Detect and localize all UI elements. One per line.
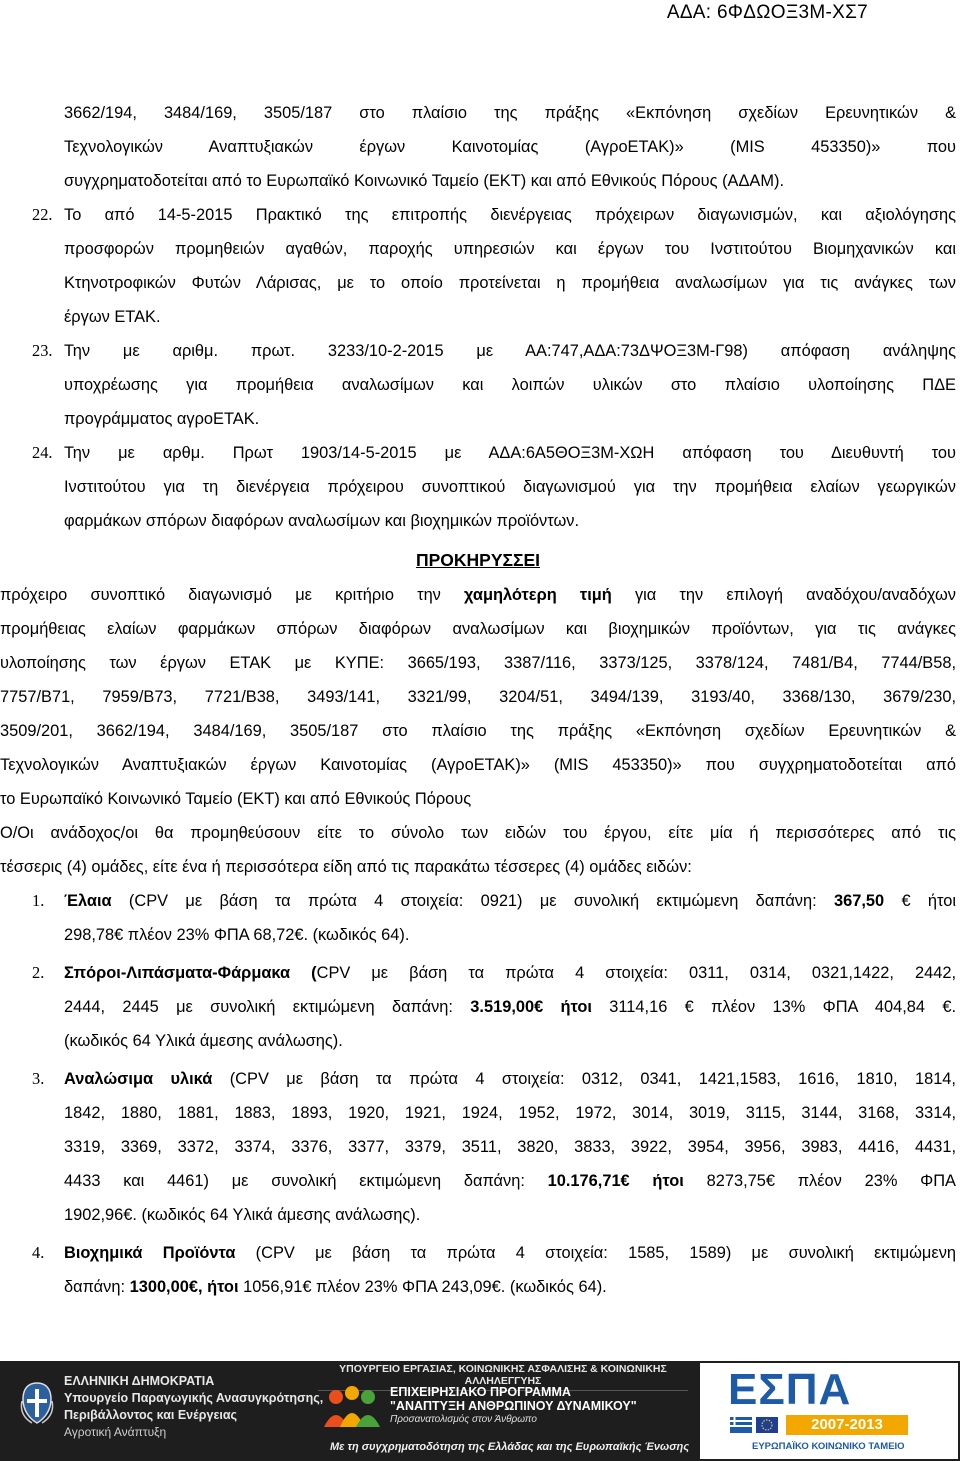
program-line: ΕΠΙΧΕΙΡΗΣΙΑΚΟ ΠΡΟΓΡΑΜΜΑ	[390, 1385, 571, 1399]
group-text: 2444, 2445 με συνολική εκτιμώμενη δαπάνη:	[64, 998, 453, 1016]
program-line: "ΑΝΑΠΤΥΞΗ ΑΝΘΡΩΠΙΝΟΥ ΔΥΝΑΜΙΚΟΥ"	[390, 1399, 637, 1413]
main-line: 7757/Β71, 7959/Β73, 7721/Β38, 3493/141, 3321/99, 3204/51, 3494/139, 3193/40, 3368/130, 3679/230,	[0, 688, 956, 706]
main-bold: χαμηλότερη τιμή	[464, 586, 612, 604]
group-1	[0, 884, 956, 918]
list-item-22	[0, 198, 956, 232]
ada-code: ΑΔΑ: 6ΦΔΩΟΞ3Μ-ΧΣ7	[666, 2, 868, 23]
item-line: προσφορών προμηθειών αγαθών, παροχής υπηρεσιών και έργων του Ινστιτούτου Βιομηχανικών και	[64, 240, 956, 258]
group-name: Σπόροι-Λιπάσματα-Φάρμακα (	[64, 964, 317, 982]
espa-wordmark: ΕΣΠΑ	[728, 1365, 852, 1414]
group-amount: 10.176,71€ ήτοι	[547, 1172, 684, 1190]
bidder-line: Ο/Οι ανάδοχος/οι θα προμηθεύσουν είτε το σύνολο των ειδών του έργου, είτε μία ή περισσότερες από τις	[0, 824, 956, 842]
item-line: Την με αριθμ. πρωτ. 3233/10-2-2015 με ΑΑ:747,ΑΔΑ:73ΔΨΟΞ3Μ-Γ98) απόφαση ανάληψης	[64, 342, 956, 360]
group-text: 3114,16 € πλέον 13% ΦΠΑ 404,84 €.	[609, 998, 956, 1016]
main-line: το Ευρωπαϊκό Κοινωνικό Ταμείο (ΕΚΤ) και από Εθνικούς Πόρους	[0, 790, 472, 808]
epanad-logo-icon	[318, 1383, 386, 1431]
group-line	[0, 1236, 956, 1270]
intro-line: Τεχνολογικών Αναπτυξιακών έργων Καινοτομίας (ΑγροΕΤΑΚ)» (MIS 453350)» που	[64, 138, 956, 156]
item-line: Την με αρθμ. Πρωτ 1903/14-5-2015 με ΑΔΑ:6Α5ΘΟΞ3Μ-ΧΩΗ απόφαση του Διευθυντή του	[64, 444, 956, 462]
group-3	[0, 1062, 956, 1096]
intro-line: 3662/194, 3484/169, 3505/187 στο πλαίσιο της πράξης «Εκπόνηση σχεδίων Ερευνητικών &	[64, 104, 956, 122]
item-line: έργων ΕΤΑΚ.	[64, 308, 161, 326]
group-line	[0, 956, 956, 990]
labour-ministry: ΥΠΟΥΡΓΕΙΟ ΕΡΓΑΣΙΑΣ, ΚΟΙΝΩΝΙΚΗΣ ΑΣΦΑΛΙΣΗΣ & ΚΟΙΝΩΝΙΚΗΣ ΑΛΛΗΛΕΓΓΥΗΣ	[318, 1363, 688, 1391]
group-line: 1842, 1880, 1881, 1883, 1893, 1920, 1921, 1924, 1952, 1972, 3014, 3019, 3115, 3144, 3168, 3314,	[64, 1104, 956, 1122]
item-number: 23.	[32, 341, 53, 360]
program-block	[390, 1385, 637, 1427]
group-text: € ήτοι	[901, 892, 956, 910]
org-line: ΕΛΛΗΝΙΚΗ ΔΗΜΟΚΡΑΤΙΑ	[64, 1374, 215, 1388]
group-amount: 3.519,00€ ήτοι	[470, 998, 592, 1016]
group-number: 4.	[32, 1243, 45, 1262]
main-text: πρόχειρο συνοπτικό διαγωνισμό με κριτήριο την	[0, 586, 441, 604]
group-text: CPV με βάση τα πρώτα 4 στοιχεία: 0311, 0314, 0321,1422, 2442,	[316, 964, 956, 982]
main-line	[0, 578, 956, 612]
main-line: Τεχνολογικών Αναπτυξιακών έργων Καινοτομίας (ΑγροΕΤΑΚ)» (MIS 453350)» που συγχρηματοδοτείται από	[0, 756, 956, 774]
item-number: 22.	[32, 205, 53, 224]
group-amount: 1300,00€, ήτοι	[129, 1278, 239, 1296]
group-line: 1902,96€. (κωδικός 64 Υλικά άμεσης ανάλωσης).	[64, 1206, 421, 1224]
espa-fund-label: ΕΥΡΩΠΑΪΚΟ ΚΟΙΝΩΝΙΚΟ ΤΑΜΕΙΟ	[752, 1441, 905, 1452]
group-text: δαπάνη:	[64, 1278, 126, 1296]
espa-years: 2007-2013	[786, 1415, 908, 1435]
group-line	[0, 1164, 956, 1198]
group-text: 8273,75€ πλέον 23% ΦΠΑ	[706, 1172, 956, 1190]
item-line: Κτηνοτροφικών Φυτών Λάρισας, με το οποίο προτείνεται η προμήθεια αναλωσίμων για τις ανάγκες των	[64, 274, 956, 292]
group-line: (κωδικός 64 Υλικά άμεσης ανάλωσης).	[64, 1032, 343, 1050]
ministry-block	[64, 1373, 323, 1441]
item-line: Το από 14-5-2015 Πρακτικό της επιτροπής διενέργειας πρόχειρων διαγωνισμών, και αξιολόγησης	[64, 206, 956, 224]
org-line: Υπουργείο Παραγωγικής Ανασυγκρότησης,	[64, 1391, 324, 1405]
document-body	[0, 96, 956, 1304]
group-number: 3.	[32, 1069, 45, 1088]
group-4	[0, 1236, 956, 1270]
group-line	[0, 1270, 956, 1304]
cofunding-note: Με τη συγχρηματοδότηση της Ελλάδας και της Ευρωπαϊκής Ένωσης	[330, 1441, 690, 1453]
greek-emblem-icon	[20, 1381, 54, 1425]
group-text: (CPV με βάση τα πρώτα 4 στοιχεία: 1585, 1589) με συνολική εκτιμώμενη	[255, 1244, 956, 1262]
list-item-24	[0, 436, 956, 470]
list-item-23	[0, 334, 956, 368]
item-number: 24.	[32, 443, 53, 462]
org-line: Αγροτική Ανάπτυξη	[64, 1425, 167, 1439]
intro-line: συγχρηματοδοτείται από το Ευρωπαϊκό Κοινωνικό Ταμείο (ΕΚΤ) και από Εθνικούς Πόρους (ΑΔΑΜ).	[64, 172, 785, 190]
group-line: 3319, 3369, 3372, 3374, 3376, 3377, 3379, 3511, 3820, 3833, 3922, 3954, 3956, 3983, 4416, 4431,	[64, 1138, 956, 1156]
espa-logo	[700, 1363, 958, 1459]
section-title-wrap	[0, 538, 956, 578]
item-line: υποχρέωσης για προμήθεια αναλωσίμων και λοιπών υλικών στο πλαίσιο υλοποίησης ΠΔΕ	[64, 376, 956, 394]
group-name: Αναλώσιμα υλικά	[64, 1070, 213, 1088]
group-number: 2.	[32, 963, 45, 982]
group-text: (CPV με βάση τα πρώτα 4 στοιχεία: 0312, 0341, 1421,1583, 1616, 1810, 1814,	[229, 1070, 956, 1088]
main-text: για την επιλογή αναδόχου/αναδόχων	[634, 586, 956, 604]
group-text: 1056,91€ πλέον 23% ΦΠΑ 243,09€. (κωδικός 64).	[243, 1278, 607, 1296]
group-text: 4433 και 4461) με συνολική εκτιμώμενη δαπάνη:	[64, 1172, 525, 1190]
group-text: (CPV με βάση τα πρώτα 4 στοιχεία: 0921) με συνολική εκτιμώμενη δαπάνη:	[128, 892, 817, 910]
program-tagline: Προσανατολισμός στον Άνθρωπο	[390, 1414, 537, 1425]
group-number: 1.	[32, 891, 45, 910]
group-name: Έλαια	[64, 892, 112, 910]
group-name: Βιοχημικά Προϊόντα	[64, 1244, 236, 1262]
item-line: προγράμματος αγροΕΤΑΚ.	[64, 410, 260, 428]
funding-footer	[0, 1361, 960, 1461]
group-line	[0, 990, 956, 1024]
item-line: φαρμάκων σπόρων διαφόρων αναλωσίμων και βιοχημικών προϊόντων.	[64, 512, 580, 530]
main-line: υλοποίησης των έργων ΕΤΑΚ με ΚΥΠΕ: 3665/193, 3387/116, 3373/125, 3378/124, 7481/Β4, 7744/Β58,	[0, 654, 956, 672]
flags-icon	[730, 1415, 780, 1441]
main-line: προμήθειας ελαίων φαρμάκων σπόρων διαφόρων αναλωσίμων και βιοχημικών προϊόντων, για τις ανάγκες	[0, 620, 956, 638]
group-amount: 367,50	[833, 892, 885, 910]
group-line	[0, 884, 956, 918]
section-title: ΠΡΟΚΗΡΥΣΣΕΙ	[415, 550, 541, 570]
bidder-line: τέσσερις (4) ομάδες, είτε ένα ή περισσότερα είδη από τις παρακάτω τέσσερες (4) ομάδες ειδών:	[0, 858, 692, 876]
group-line: 298,78€ πλέον 23% ΦΠΑ 68,72€. (κωδικός 64).	[64, 926, 410, 944]
group-line	[0, 1062, 956, 1096]
org-line: Περιβάλλοντος και Ενέργειας	[64, 1408, 238, 1422]
group-2	[0, 956, 956, 990]
main-line: 3509/201, 3662/194, 3484/169, 3505/187 στο πλαίσιο της πράξης «Εκπόνηση σχεδίων Ερευνητικών &	[0, 722, 956, 740]
item-line: Ινστιτούτου για τη διενέργεια πρόχειρου συνοπτικού διαγωνισμού για την προμήθεια ελαίων γεωργικών	[64, 478, 956, 496]
